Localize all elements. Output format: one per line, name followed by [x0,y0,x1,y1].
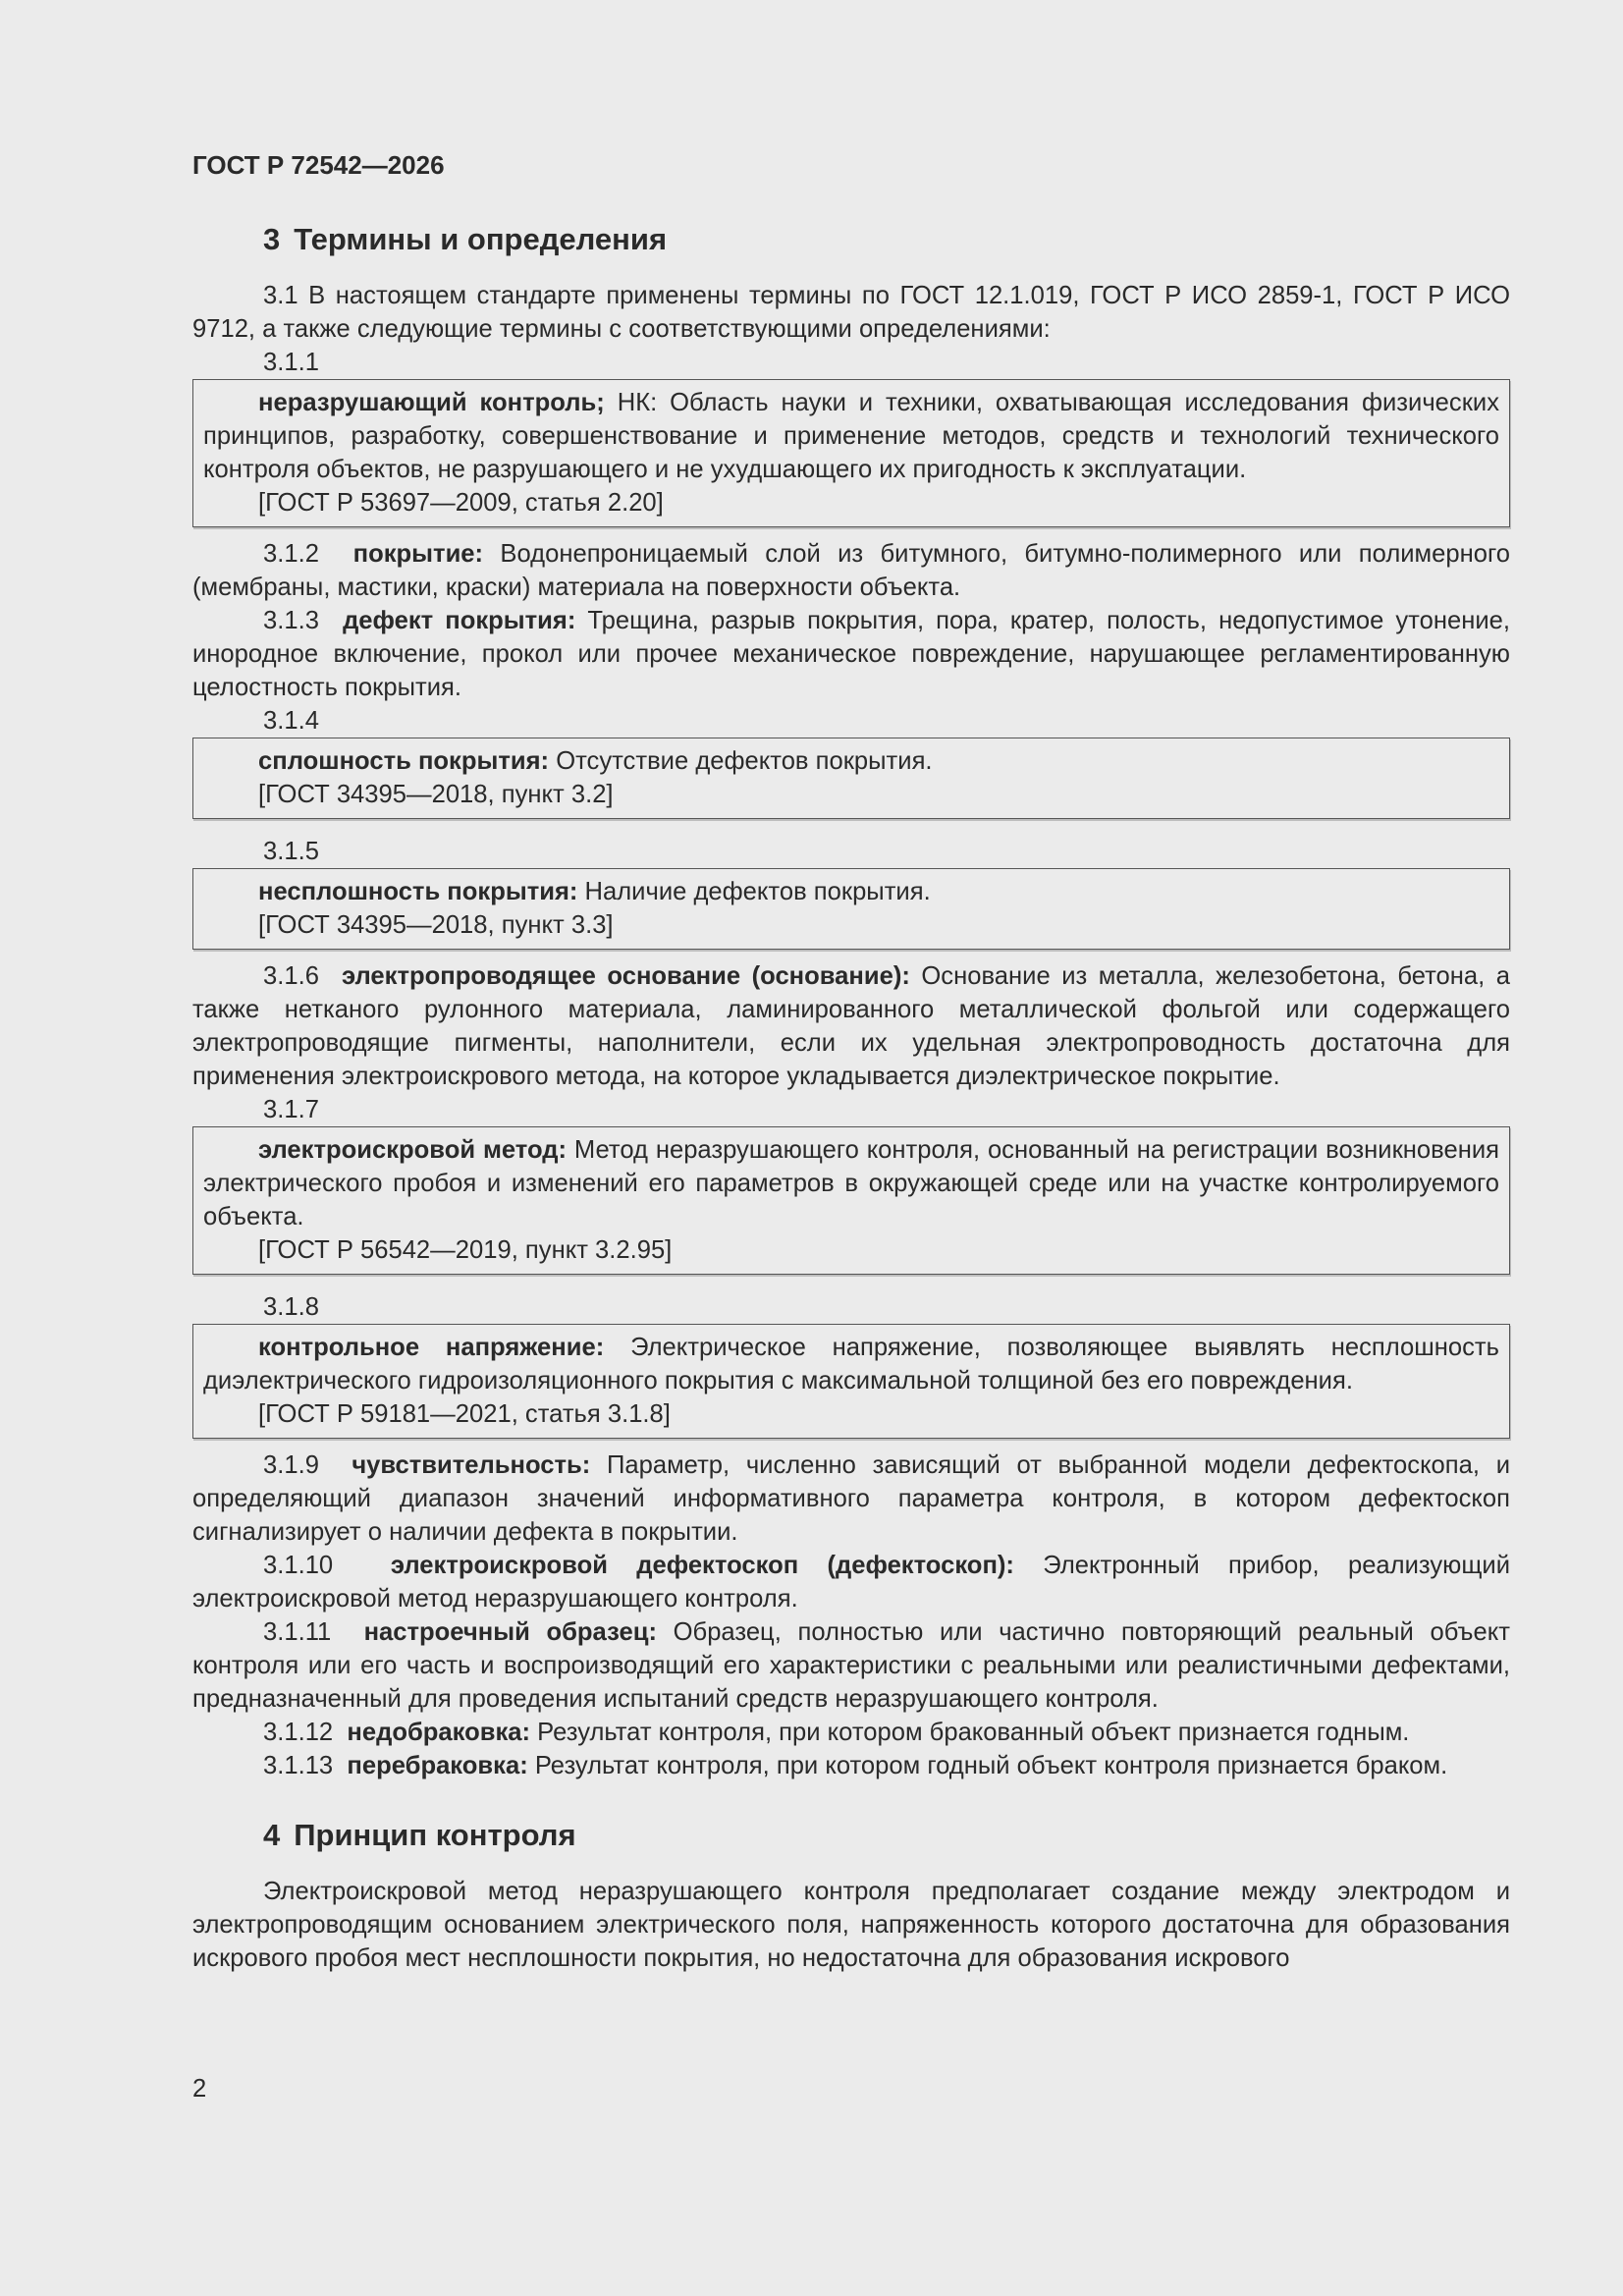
term-3-1-1-definition [203,386,1499,486]
term-3-1-8-definition [203,1331,1499,1397]
term-3-1-4-definition [203,744,1499,778]
term-3-1-10 [192,1549,1510,1615]
term-3-1-8-box [192,1324,1510,1439]
term-3-1-1-source: [ГОСТ Р 53697—2009, статья 2.20] [258,489,664,517]
term-3-1-4-source: [ГОСТ 34395—2018, пункт 3.2] [258,781,614,808]
term-3-1-13-text: Результат контроля, при котором годный объект контроля признается браком. [527,1752,1448,1779]
term-3-1-5-text: Наличие дефектов покрытия. [577,878,931,905]
term-3-1-8-term: контрольное напряжение: [258,1334,605,1361]
term-3-1-2-text: Водонепроницаемый слой из битумного, битумно-полимерного или полимерного (мембраны, мастики, краски) материала на поверхности объекта. [192,540,1510,601]
term-3-1-10-term: электроискровой дефектоскоп (дефектоскоп): [390,1552,1014,1579]
term-3-1-7-source: [ГОСТ Р 56542—2019, пункт 3.2.95] [258,1236,673,1264]
section-4-paragraph: Электроискровой метод неразрушающего контроля предполагает создание между электродом и электропроводящим основанием электрического поля, напряженность которого достаточна для образования искрового пробоя мест несплошности покрытия, но недостаточна для образования искрового [192,1878,1510,1972]
section-3-title-text: Термины и определения [294,222,668,256]
term-3-1-5-number: 3.1.5 [263,838,319,865]
term-3-1-7-definition [203,1133,1499,1233]
term-3-1-6-number: 3.1.6 [263,962,319,990]
term-3-1-7-text: Метод неразрушающего контроля, основанный на регистрации возникновения электрического пробоя и изменений его параметров в окружающей среде или на участке контролируемого объекта. [203,1136,1499,1230]
term-3-1-2-number: 3.1.2 [263,540,319,568]
term-3-1-5-definition [203,875,1499,908]
term-3-1-7-number: 3.1.7 [263,1096,319,1123]
term-3-1-2-term: покрытие: [352,540,484,568]
section-4-number: 4 [263,1818,281,1852]
term-3-1-10-number: 3.1.10 [263,1552,334,1579]
term-3-1-9-term: чувствительность: [352,1451,591,1479]
term-3-1-4-box [192,738,1510,819]
term-3-1-1-term: неразрушающий контроль; [258,389,605,416]
document-code: ГОСТ Р 72542—2026 [192,150,445,180]
term-3-1-2 [192,537,1510,604]
term-3-1-11 [192,1615,1510,1716]
term-3-1-12-term: недобраковка: [347,1719,531,1746]
term-3-1-11-number: 3.1.11 [263,1618,332,1646]
section-3-intro: 3.1 В настоящем стандарте применены термины по ГОСТ 12.1.019, ГОСТ Р ИСО 2859-1, ГОСТ Р ИСО 9712, а также следующие термины с соответствующими определениями: [192,282,1510,343]
term-3-1-8-text: Электрическое напряжение, позволяющее выявлять несплошность диэлектрического гидроизоляционного покрытия с максимальной толщиной без его повреждения. [203,1334,1499,1394]
term-3-1-7-box [192,1126,1510,1275]
term-3-1-3-number: 3.1.3 [263,607,319,634]
term-3-1-5-term: несплошность покрытия: [258,878,578,905]
term-3-1-6-text: Основание из металла, железобетона, бетона, а также нетканого рулонного материала, ламинированного металлической фольгой или содержащего электропроводящие пигменты, наполнители, если их удельная электропроводность достаточна для применения электроискрового метода, на которое укладывается диэлектрическое покрытие. [192,962,1510,1090]
term-3-1-1-number: 3.1.1 [263,349,319,376]
term-3-1-8-source: [ГОСТ Р 59181—2021, статья 3.1.8] [258,1400,671,1428]
term-3-1-6-term: электропроводящее основание (основание): [341,962,910,990]
term-3-1-13-number: 3.1.13 [263,1752,334,1779]
term-3-1-9-text: Параметр, численно зависящий от выбранной модели дефектоскопа, и определяющий диапазон значений информативного параметра контроля, в котором дефектоскоп сигнализирует о наличии дефекта в покрытии. [192,1451,1510,1546]
section-4-title-text: Принцип контроля [294,1818,576,1852]
term-3-1-13 [192,1749,1510,1782]
section-3-title [263,220,1510,259]
term-3-1-12 [192,1716,1510,1749]
term-3-1-4-text: Отсутствие дефектов покрытия. [549,747,933,775]
term-3-1-4-number: 3.1.4 [263,707,319,735]
term-3-1-11-text: Образец, полностью или частично повторяющий реальный объект контроля или его часть и воспроизводящий его характеристики с реальными или реалистичными дефектами, предназначенный для проведения испытаний средств неразрушающего контроля. [192,1618,1510,1713]
term-3-1-3 [192,604,1510,704]
term-3-1-8-number: 3.1.8 [263,1293,319,1321]
term-3-1-11-term: настроечный образец: [363,1618,657,1646]
term-3-1-9-number: 3.1.9 [263,1451,319,1479]
term-3-1-3-text: Трещина, разрыв покрытия, пора, кратер, полость, недопустимое утонение, инородное включение, прокол или прочее механическое повреждение, нарушающее регламентированную целостность покрытия. [192,607,1510,701]
term-3-1-7-term: электроискровой метод: [258,1136,568,1164]
term-3-1-13-term: перебраковка: [347,1752,528,1779]
section-3-number: 3 [263,222,281,256]
term-3-1-4-term: сплошность покрытия: [258,747,550,775]
term-3-1-5-box [192,868,1510,950]
page-number: 2 [192,2075,207,2103]
term-3-1-9 [192,1449,1510,1549]
term-3-1-10-text: Электронный прибор, реализующий электроискровой метод неразрушающего контроля. [192,1552,1510,1613]
term-3-1-12-text: Результат контроля, при котором бракованный объект признается годным. [530,1719,1410,1746]
term-3-1-5-source: [ГОСТ 34395—2018, пункт 3.3] [258,911,614,939]
section-4-title [263,1816,1510,1855]
term-3-1-12-number: 3.1.12 [263,1719,334,1746]
term-3-1-6 [192,959,1510,1093]
term-3-1-1-text: НК: Область науки и техники, охватывающая исследования физических принципов, разработку, совершенствование и применение методов, средств и технологий технического контроля объектов, не разрушающего и не ухудшающего их пригодность к эксплуатации. [203,389,1499,483]
page-content [192,147,1510,1975]
term-3-1-1-box [192,379,1510,527]
term-3-1-3-term: дефект покрытия: [343,607,576,634]
